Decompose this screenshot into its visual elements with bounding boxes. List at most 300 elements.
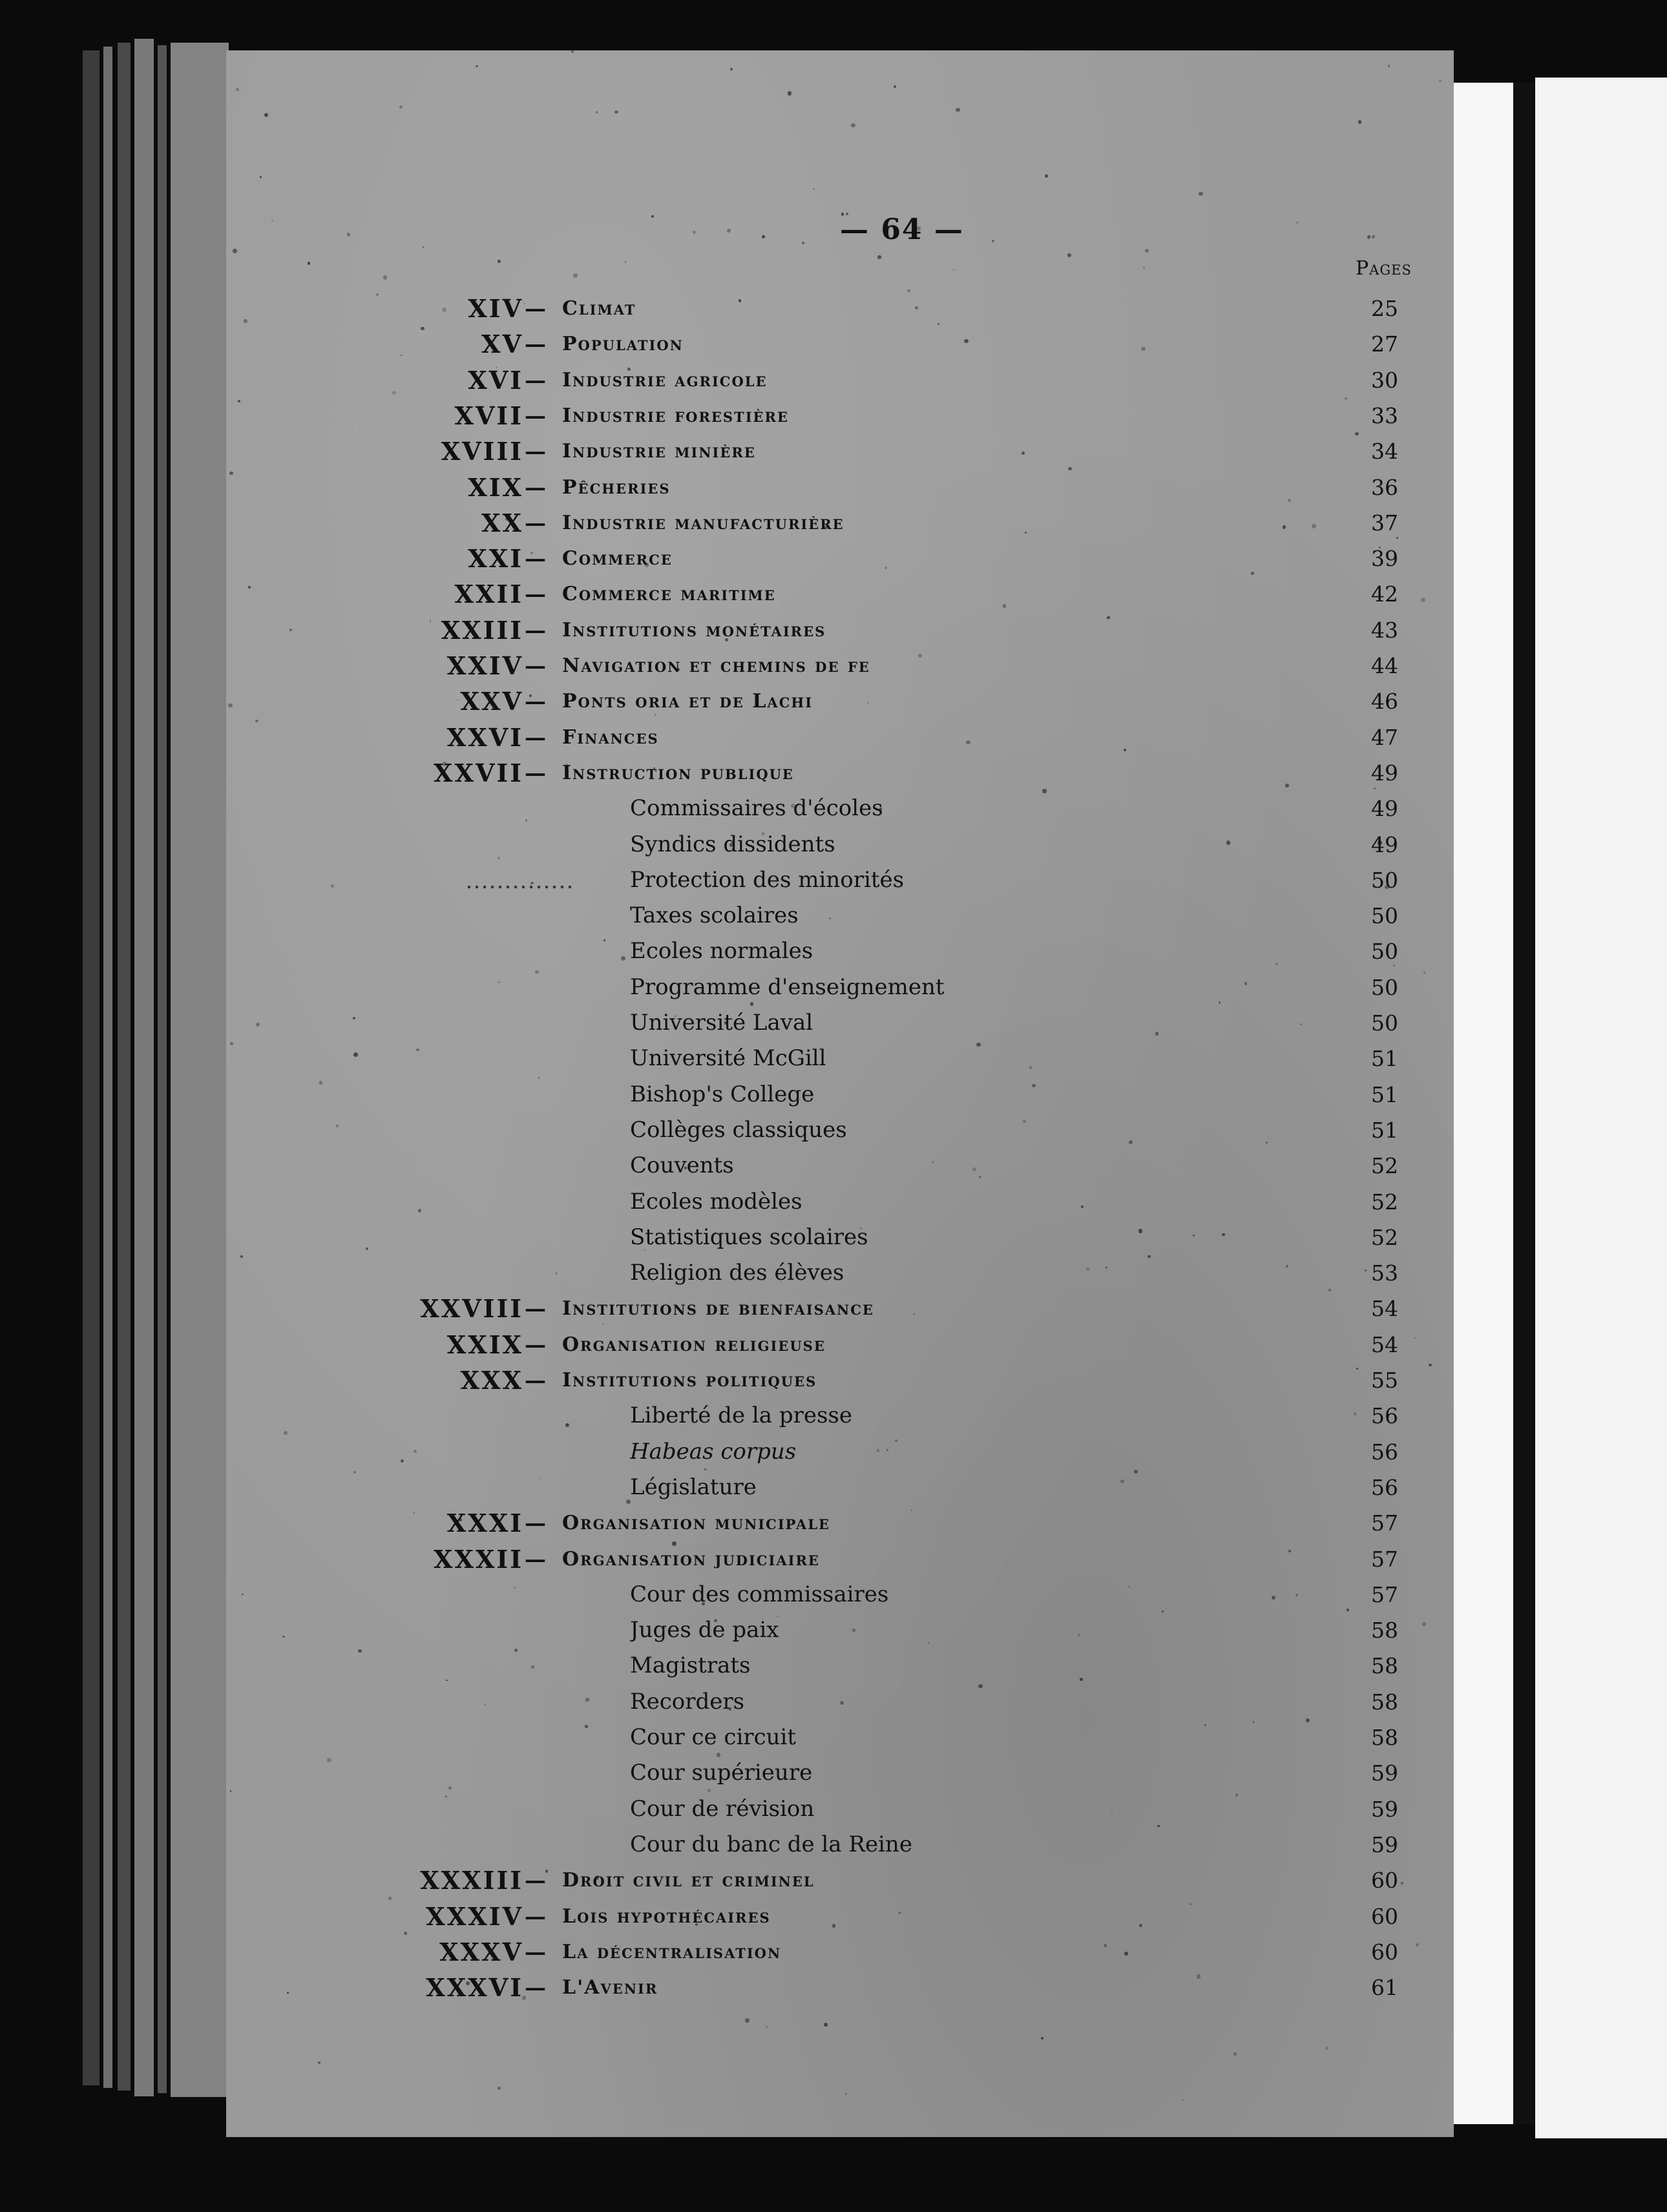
dot-leader <box>782 1612 1357 1648</box>
entry-title-line <box>630 1434 1357 1470</box>
entry-title-line <box>562 433 1357 469</box>
entry-title-line <box>562 683 1357 719</box>
entry-title-line <box>562 720 1357 755</box>
section-title: Religion des élèves <box>630 1260 844 1286</box>
toc-entry <box>0 1505 1667 1541</box>
paper-speck <box>1233 2052 1237 2056</box>
dot-leader <box>848 1255 1357 1291</box>
entry-title-line <box>630 1255 1357 1291</box>
chapter-title: Institutions monétaires <box>562 618 826 642</box>
paper-speck <box>813 188 815 190</box>
dot-leader <box>676 541 1357 576</box>
page-reference: 56 <box>1371 1439 1398 1465</box>
em-dash: — <box>525 331 546 357</box>
chapter-title: Institutions politiques <box>562 1369 817 1392</box>
section-title: Liberté de la presse <box>630 1403 852 1429</box>
dot-leader <box>675 470 1357 505</box>
em-dash: — <box>525 402 546 428</box>
chapter-title: Industrie manufacturière <box>562 511 844 534</box>
dot-leader <box>760 1470 1357 1505</box>
dot-leader <box>839 827 1357 862</box>
entry-title-line <box>562 470 1357 505</box>
chapter-number: XIV <box>468 294 523 323</box>
em-dash: — <box>525 1868 546 1894</box>
entry-title-line <box>562 398 1357 433</box>
paper-speck <box>476 65 477 67</box>
page-reference: 50 <box>1371 974 1398 1000</box>
entry-title-line <box>562 1505 1357 1541</box>
entry-title-line <box>630 1577 1357 1612</box>
chapter-title: Industrie forestière <box>562 404 790 427</box>
entry-title-line <box>562 1362 1357 1398</box>
page-reference: 54 <box>1371 1331 1398 1357</box>
entry-title-line <box>630 1791 1357 1827</box>
paper-speck <box>1143 266 1145 268</box>
page-reference: 54 <box>1371 1296 1398 1322</box>
paper-speck <box>308 262 310 264</box>
section-title: Université Laval <box>630 1010 813 1036</box>
chapter-title: Commerce <box>562 547 673 570</box>
em-dash: — <box>525 581 546 607</box>
toc-entry <box>0 1648 1667 1684</box>
paper-speck <box>625 261 627 263</box>
toc-entry <box>0 612 1667 648</box>
section-title: Université McGill <box>630 1045 826 1072</box>
page-reference: 58 <box>1371 1653 1398 1679</box>
entry-title-line <box>630 970 1357 1005</box>
toc-entry <box>0 720 1667 755</box>
section-title: Ecoles normales <box>630 938 813 965</box>
entry-title-line <box>630 1648 1357 1684</box>
dot-leader <box>892 1577 1357 1612</box>
chapter-title: Organisation religieuse <box>562 1333 826 1356</box>
dot-leader <box>816 1755 1357 1791</box>
paper-speck <box>766 2026 768 2028</box>
page-reference: 56 <box>1371 1403 1398 1429</box>
toc-entry <box>0 326 1667 362</box>
chapter-title: Organisation municipale <box>562 1512 830 1535</box>
page-reference: 51 <box>1371 1081 1398 1107</box>
paper-speck <box>347 233 350 236</box>
section-title: Législature <box>630 1474 757 1500</box>
page-reference: 51 <box>1371 1046 1398 1072</box>
chapter-title: Industrie minière <box>562 440 756 463</box>
em-dash: — <box>525 1510 546 1536</box>
chapter-number: XXI <box>468 544 523 574</box>
page-reference: 44 <box>1371 653 1398 678</box>
chapter-number: XX <box>481 508 523 537</box>
page-reference: 51 <box>1371 1117 1398 1143</box>
paper-speck <box>953 269 955 271</box>
page-reference: 27 <box>1371 331 1398 357</box>
toc-entry <box>0 755 1667 791</box>
paper-speck <box>727 229 731 233</box>
dot-leader <box>800 1434 1357 1470</box>
dot-leader <box>775 1899 1357 1934</box>
toc-entry <box>0 1398 1667 1434</box>
paper-speck <box>788 91 792 96</box>
section-title: Statistiques scolaires <box>630 1224 868 1250</box>
chapter-number: XXV <box>460 687 523 716</box>
toc-entry <box>0 648 1667 683</box>
section-title: Juges de paix <box>630 1617 779 1643</box>
chapter-number: XXXIII <box>420 1866 523 1895</box>
chapter-title: Ponts oria et de Lachi <box>562 690 813 713</box>
em-dash: — <box>525 1939 546 1965</box>
toc-entry <box>0 1184 1667 1220</box>
toc-entry <box>0 1791 1667 1827</box>
toc-entry <box>0 1612 1667 1648</box>
em-dash: — <box>525 296 546 321</box>
page-reference: 33 <box>1371 402 1398 428</box>
entry-title-line <box>562 1327 1357 1362</box>
chapter-number: XXVIII <box>420 1294 523 1324</box>
toc-entry <box>0 1327 1667 1362</box>
page-reference: 59 <box>1371 1831 1398 1857</box>
dot-leader <box>830 1041 1357 1076</box>
toc-entry <box>0 970 1667 1005</box>
paper-speck <box>260 176 262 178</box>
paper-speck <box>802 242 804 244</box>
paper-speck <box>1388 65 1390 67</box>
chapter-number: XXII <box>454 579 523 609</box>
chapter-number: XXX <box>460 1366 523 1395</box>
entry-title-line <box>562 1934 1357 1970</box>
entry-title-line <box>630 862 1357 898</box>
chapter-number: XVI <box>468 365 523 395</box>
chapter-title: Climat <box>562 297 636 320</box>
dot-leader <box>818 1791 1357 1827</box>
section-title: Programme d'enseignement <box>630 974 945 1000</box>
toc-entry <box>0 362 1667 398</box>
dot-leader <box>800 1720 1357 1755</box>
paper-speck <box>571 50 574 53</box>
paper-speck <box>651 215 654 218</box>
entry-title-line <box>562 541 1357 576</box>
entry-title-line <box>562 1862 1357 1898</box>
em-dash: — <box>525 724 546 750</box>
section-title: Cour des commissaires <box>630 1581 889 1607</box>
toc-entry <box>0 1577 1667 1612</box>
dot-leader <box>834 1505 1357 1541</box>
paper-speck <box>693 231 696 234</box>
em-dash: — <box>525 689 546 715</box>
page-reference: 52 <box>1371 1224 1398 1250</box>
section-title: Collèges classiques <box>630 1116 847 1143</box>
dot-leader <box>949 970 1357 1005</box>
entry-title-line <box>562 1899 1357 1934</box>
page-reference: 30 <box>1371 367 1398 393</box>
dot-leader <box>878 1291 1357 1326</box>
paper-speck <box>1145 249 1149 253</box>
toc-entry <box>0 398 1667 433</box>
paper-speck <box>233 249 237 253</box>
toc-entry <box>0 541 1667 576</box>
chapter-title: Commerce maritime <box>562 583 776 606</box>
entry-title-line <box>630 1148 1357 1184</box>
page-reference: 34 <box>1371 439 1398 464</box>
page-reference: 47 <box>1371 724 1398 750</box>
toc-entry <box>0 505 1667 541</box>
toc-entry <box>0 827 1667 862</box>
toc-entry <box>0 1005 1667 1041</box>
dot-leader <box>687 326 1357 362</box>
page-reference: 50 <box>1371 867 1398 893</box>
toc-entry <box>0 1041 1667 1076</box>
dot-leader <box>738 1148 1357 1184</box>
page-reference: 61 <box>1371 1975 1398 2001</box>
em-dash: — <box>525 1903 546 1929</box>
dot-leader <box>908 862 1357 898</box>
page-reference: 25 <box>1371 296 1398 321</box>
paper-speck <box>956 108 959 112</box>
entry-title-line <box>630 1398 1357 1434</box>
paper-speck <box>596 111 598 113</box>
paper-speck <box>1372 235 1375 238</box>
page-reference: 39 <box>1371 546 1398 572</box>
chapter-title: Navigation et chemins de fe <box>562 654 870 677</box>
page-reference: 49 <box>1371 796 1398 822</box>
entry-title-line <box>562 576 1357 612</box>
page-reference: 53 <box>1371 1260 1398 1286</box>
chapter-title: Institutions de bienfaisance <box>562 1297 874 1320</box>
chapter-title: L'Avenir <box>562 1976 658 1999</box>
entry-title-line <box>630 827 1357 862</box>
toc-entry <box>0 898 1667 934</box>
entry-title-line <box>630 898 1357 934</box>
entry-title-line <box>630 1184 1357 1220</box>
dot-leader <box>793 398 1357 433</box>
page-reference: 58 <box>1371 1725 1398 1750</box>
chapter-number: XIX <box>468 472 523 502</box>
em-dash: — <box>525 653 546 678</box>
page-reference: 36 <box>1371 474 1398 500</box>
paper-speck <box>762 235 765 238</box>
page-reference: 58 <box>1371 1618 1398 1643</box>
toc-entry <box>0 862 1667 898</box>
page-reference: 52 <box>1371 1153 1398 1179</box>
em-dash: — <box>525 474 546 500</box>
dot-leader <box>821 1362 1357 1398</box>
toc-entry <box>0 1077 1667 1112</box>
dot-leader <box>802 898 1357 934</box>
chapter-title: Population <box>562 333 684 356</box>
dot-leader <box>780 576 1357 612</box>
dot-leader <box>663 720 1357 755</box>
entry-title-line <box>630 1220 1357 1255</box>
toc-entry <box>0 1827 1667 1862</box>
section-title: Cour du banc de la Reine <box>630 1831 912 1857</box>
entry-title-line <box>562 1541 1357 1577</box>
chapter-title: Finances <box>562 725 659 749</box>
page-reference: 42 <box>1371 581 1398 607</box>
chapter-number: XXXII <box>433 1544 523 1574</box>
dot-leader <box>818 1077 1357 1112</box>
page-reference: 49 <box>1371 760 1398 786</box>
paper-speck <box>383 275 387 279</box>
dot-leader <box>640 291 1357 326</box>
page-reference: 60 <box>1371 1903 1398 1929</box>
page-reference: 50 <box>1371 1010 1398 1036</box>
dot-leader <box>771 362 1357 398</box>
chapter-title: Lois hypothécaires <box>562 1904 771 1928</box>
dot-leader <box>830 612 1357 648</box>
entry-title-line <box>562 326 1357 362</box>
toc-entry <box>0 1434 1667 1470</box>
page-reference: 57 <box>1371 1546 1398 1572</box>
entry-title-line <box>630 1684 1357 1720</box>
entry-title-line <box>562 362 1357 398</box>
paper-speck <box>236 88 239 91</box>
section-title: Cour de révision <box>630 1795 815 1822</box>
page-reference: 57 <box>1371 1581 1398 1607</box>
dot-leader <box>887 791 1357 826</box>
toc-entry <box>0 1112 1667 1148</box>
paper-speck <box>1439 79 1441 81</box>
paper-speck <box>399 105 403 109</box>
entry-title-line <box>562 755 1357 791</box>
paper-speck <box>614 110 618 114</box>
paper-speck <box>1041 2037 1043 2040</box>
chapter-number: XXXV <box>439 1937 523 1967</box>
toc-entry <box>0 1970 1667 2005</box>
section-title: Cour ce circuit <box>630 1724 797 1750</box>
entry-title-line <box>630 1827 1357 1862</box>
em-dash: — <box>525 1331 546 1357</box>
toc-entry <box>0 470 1667 505</box>
entry-title-line <box>562 291 1357 326</box>
chapter-number: XXIV <box>446 651 523 680</box>
paper-speck <box>992 240 994 242</box>
paper-speck <box>851 123 855 128</box>
toc-entry <box>0 1470 1667 1505</box>
entry-title-line <box>562 1291 1357 1326</box>
paper-speck <box>1182 2100 1184 2101</box>
entry-title-line <box>630 1470 1357 1505</box>
toc-entry <box>0 1148 1667 1184</box>
chapter-number: XXIII <box>441 615 523 645</box>
chapter-title: Instruction publique <box>562 761 794 784</box>
toc-entry <box>0 1362 1667 1398</box>
entry-title-line <box>630 791 1357 826</box>
toc-entry <box>0 1684 1667 1720</box>
dot-leader <box>848 505 1357 541</box>
page-reference: 60 <box>1371 1868 1398 1894</box>
em-dash: — <box>525 1368 546 1393</box>
em-dash: — <box>525 617 546 643</box>
toc-entry <box>0 1862 1667 1898</box>
em-dash: — <box>525 1546 546 1572</box>
page-reference: 52 <box>1371 1189 1398 1215</box>
paper-speck <box>730 68 733 70</box>
chapter-number: XXXIV <box>426 1901 523 1931</box>
entry-title-line <box>562 505 1357 541</box>
entry-title-line <box>630 934 1357 969</box>
entry-title-line <box>630 1755 1357 1791</box>
page-reference: 46 <box>1371 689 1398 715</box>
section-title: Taxes scolaires <box>630 903 799 929</box>
chapter-number: XV <box>481 329 523 359</box>
paper-speck <box>1067 253 1071 257</box>
chapter-number: XXVII <box>433 758 523 788</box>
page-reference: 43 <box>1371 617 1398 643</box>
entry-title-line <box>562 1970 1357 2005</box>
chapter-title: La décentralisation <box>562 1940 782 1963</box>
paper-speck <box>573 273 578 278</box>
page-reference: 49 <box>1371 831 1398 857</box>
dot-leader <box>824 1541 1357 1577</box>
dot-leader <box>806 1184 1357 1220</box>
paper-speck <box>745 2018 750 2023</box>
dot-leader <box>916 1827 1357 1862</box>
section-title: Ecoles modèles <box>630 1188 802 1215</box>
entry-title-line <box>630 1612 1357 1648</box>
em-dash: — <box>525 546 546 572</box>
page-number: — 64 — <box>840 213 964 246</box>
toc-entry <box>0 433 1667 469</box>
section-title: Couvents <box>630 1153 734 1179</box>
em-dash: — <box>525 760 546 786</box>
dot-leader <box>748 1684 1357 1720</box>
section-title: Habeas corpus <box>630 1438 797 1465</box>
chapter-number: XXXI <box>446 1508 523 1538</box>
chapter-title: Droit civil et criminel <box>562 1869 815 1892</box>
em-dash: — <box>525 510 546 536</box>
pages-column-header: Pages <box>1356 257 1412 280</box>
entry-title-line <box>630 1112 1357 1148</box>
dot-leader <box>798 755 1357 791</box>
toc-entry <box>0 934 1667 969</box>
toc-entry <box>0 1220 1667 1255</box>
chapter-number: XXVI <box>446 722 523 752</box>
chapter-number: XXIX <box>446 1330 523 1359</box>
paper-speck <box>1367 235 1370 238</box>
paper-speck <box>877 255 881 259</box>
toc-entry <box>0 791 1667 826</box>
dot-leader <box>817 683 1357 719</box>
section-title: Syndics dissidents <box>630 831 835 857</box>
section-title: Magistrats <box>630 1653 751 1679</box>
section-title: Bishop's College <box>630 1081 815 1107</box>
section-title: Commissaires d'écoles <box>630 795 883 822</box>
chapter-title: Organisation judiciaire <box>562 1547 820 1570</box>
dot-leader <box>874 648 1357 683</box>
page-reference: 50 <box>1371 939 1398 965</box>
dot-leader <box>872 1220 1357 1255</box>
page-reference: 59 <box>1371 1760 1398 1786</box>
paper-speck <box>894 85 896 88</box>
entry-title-line <box>630 1041 1357 1076</box>
toc-entry <box>0 1934 1667 1970</box>
paper-speck <box>1296 222 1297 223</box>
page-reference: 59 <box>1371 1796 1398 1822</box>
toc-entry <box>0 1899 1667 1934</box>
chapter-number: XXXVI <box>426 1973 523 2003</box>
page-reference: 37 <box>1371 510 1398 536</box>
paper-speck <box>1358 120 1362 124</box>
toc-entry <box>0 1720 1667 1755</box>
paper-speck <box>1325 2047 1328 2050</box>
section-title: Protection des minorités <box>630 866 905 893</box>
page-reference: 60 <box>1371 1939 1398 1965</box>
dot-leader <box>830 1327 1357 1362</box>
paper-speck <box>498 260 501 263</box>
dot-leader <box>754 1648 1357 1684</box>
section-title: Cour supérieure <box>630 1760 813 1786</box>
entry-title-line <box>630 1005 1357 1041</box>
paper-speck <box>264 113 268 117</box>
toc-entry <box>0 291 1667 326</box>
